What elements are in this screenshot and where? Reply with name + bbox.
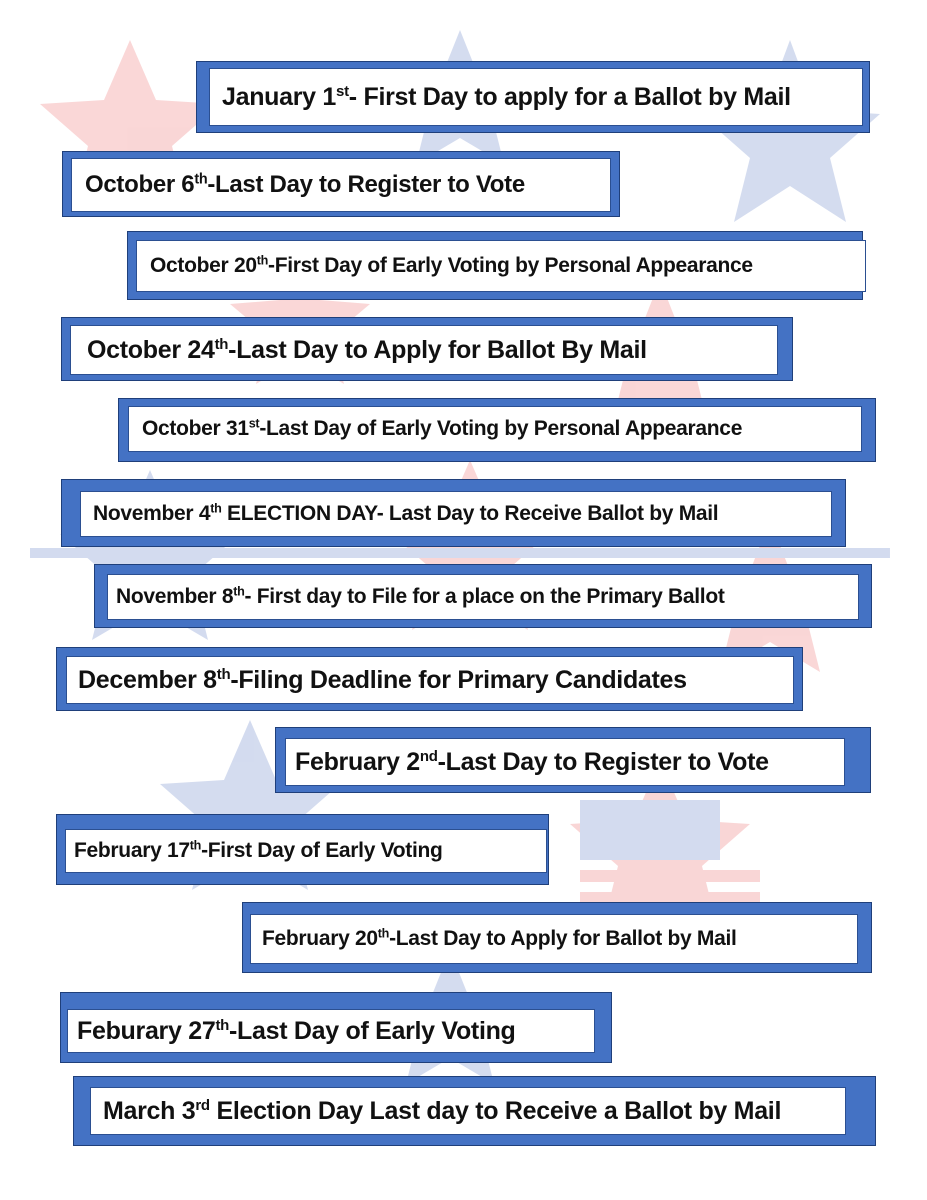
deadline-date: October 31 [142,417,249,440]
deadline-item-feb-27 [60,992,612,1063]
deadline-text: - First Day to apply for a Ballot by Mail [348,82,791,111]
date-suffix: th [214,335,229,353]
deadline-item-dec-8 [56,647,803,711]
deadline-date: January 1 [222,82,337,111]
deadline-item-feb-17 [56,814,549,885]
deadline-item-oct-20 [127,231,863,300]
deadline-date: October 24 [87,335,215,364]
deadline-date: February 17 [74,839,190,862]
date-suffix: rd [195,1096,210,1114]
deadline-date: February 2 [295,747,420,776]
deadline-date: February 20 [262,927,378,950]
date-suffix: th [377,926,390,941]
deadline-text: -Filing Deadline for Primary Candidates [230,665,687,694]
deadline-text: -Last Day of Early Voting [229,1016,516,1045]
deadline-item-oct-6 [62,151,620,217]
date-suffix: th [256,253,269,268]
deadline-date: Feburary 27 [77,1016,216,1045]
date-suffix: th [194,171,208,188]
date-suffix: st [248,416,260,431]
flag-stripes [30,548,890,558]
flag-stripes [580,800,720,860]
deadline-date: November 8 [116,585,234,608]
deadline-text: - First day to File for a place on the Primary Ballot [244,585,725,608]
deadline-item-mar-3 [73,1076,876,1146]
deadline-item-oct-31 [118,398,876,462]
deadline-date: November 4 [93,502,211,525]
deadline-text: Election Day Last day to Receive a Ballot by Mail [209,1096,782,1125]
date-suffix: st [336,82,349,100]
date-suffix: nd [419,747,438,765]
date-suffix: th [216,665,231,683]
deadline-text: -Last Day of Early Voting by Personal Appearance [259,417,743,440]
flag-stripes [580,870,760,882]
deadline-item-nov-8 [94,564,872,628]
deadline-text: -Last Day to Register to Vote [437,747,769,776]
deadline-date: March 3 [103,1096,196,1125]
deadline-date: December 8 [78,665,217,694]
deadline-text: -Last Day to Apply for Ballot by Mail [389,927,737,950]
deadline-date: October 20 [150,254,257,277]
deadline-text: -Last Day to Register to Vote [207,171,525,198]
deadline-text: -First Day of Early Voting [201,839,443,862]
deadline-date: October 6 [85,171,195,198]
deadline-text: -First Day of Early Voting by Personal Appearance [268,254,753,277]
date-suffix: th [189,838,202,853]
deadline-item-feb-2 [275,727,871,793]
deadline-text: -Last Day to Apply for Ballot By Mail [228,335,647,364]
deadline-item-nov-4 [61,479,846,547]
deadline-item-oct-24 [61,317,793,381]
date-suffix: th [233,584,245,599]
deadline-item-jan-1 [196,61,870,133]
date-suffix: th [215,1016,229,1034]
deadline-item-feb-20 [242,902,872,973]
date-suffix: th [210,501,222,516]
deadline-text: ELECTION DAY- Last Day to Receive Ballot by Mail [221,502,719,525]
